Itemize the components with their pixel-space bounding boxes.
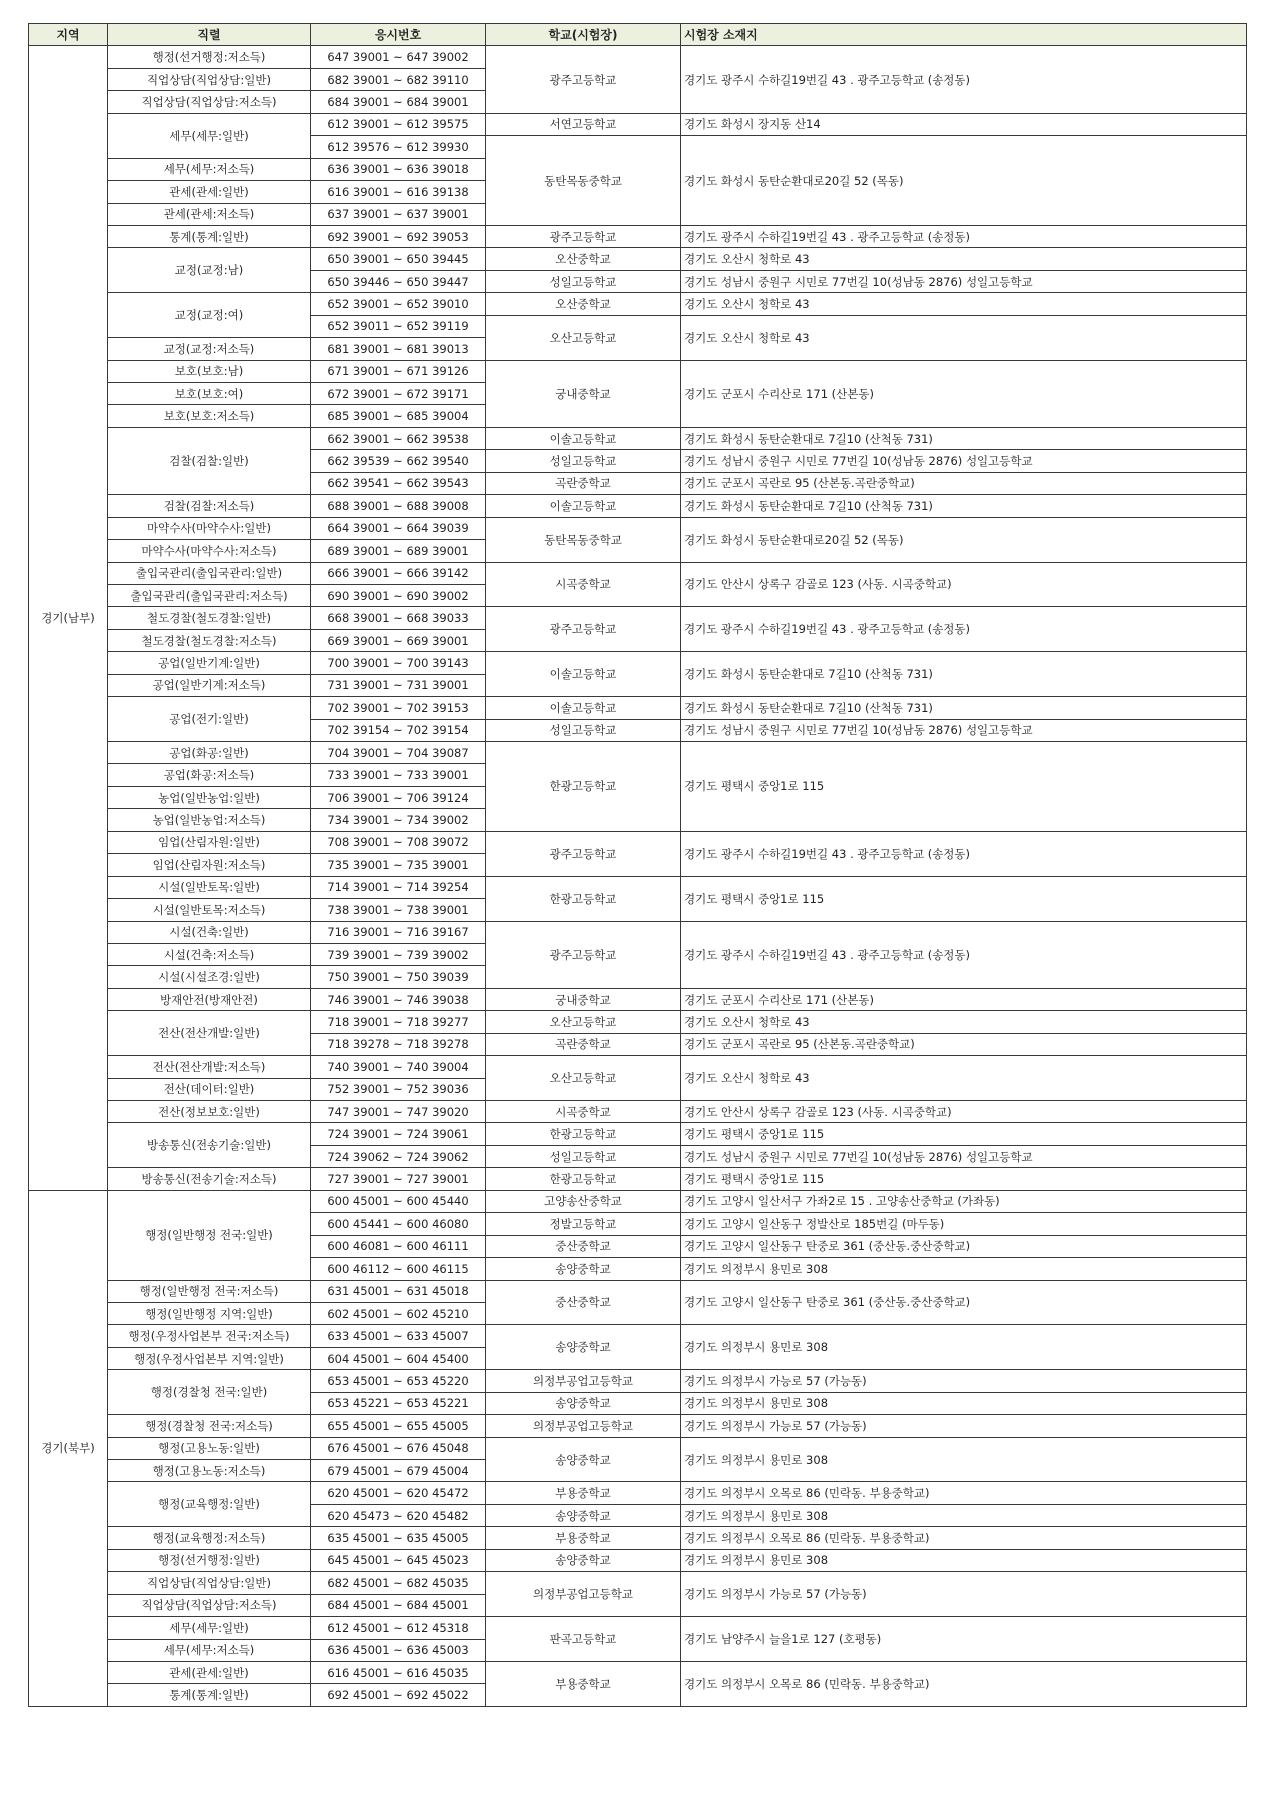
job-series-cell: 행정(일반행정 지역:일반) [108,1302,311,1324]
address-cell: 경기도 화성시 동탄순환대로 7길10 (산척동 731) [681,427,1247,449]
address-cell: 경기도 의정부시 용민로 308 [681,1392,1247,1414]
school-cell: 송양중학교 [486,1258,681,1280]
school-cell: 오산고등학교 [486,315,681,360]
job-series-cell: 행정(고용노동:일반) [108,1437,311,1459]
school-cell: 성일고등학교 [486,1145,681,1167]
job-series-cell: 공업(일반기계:저소득) [108,674,311,696]
table-row [29,1617,1247,1639]
exam-number-cell: 631 45001 ~ 631 45018 [311,1280,486,1302]
school-cell: 판곡고등학교 [486,1617,681,1662]
job-series-cell: 직업상담(직업상담:저소득) [108,1594,311,1616]
job-series-cell: 시설(건축:저소득) [108,943,311,965]
region-cell: 경기(북부) [29,1190,108,1706]
school-cell: 동탄목동중학교 [486,136,681,226]
school-cell: 동탄목동중학교 [486,517,681,562]
address-cell: 경기도 오산시 청학로 43 [681,315,1247,360]
exam-number-cell: 647 39001 ~ 647 39002 [311,46,486,68]
job-series-cell: 임업(산림자원:저소득) [108,854,311,876]
job-series-cell: 전산(정보보호:일반) [108,1101,311,1123]
job-series-cell: 행정(경찰청 전국:일반) [108,1370,311,1415]
school-cell: 중산중학교 [486,1280,681,1325]
exam-number-cell: 735 39001 ~ 735 39001 [311,854,486,876]
exam-number-cell: 604 45001 ~ 604 45400 [311,1347,486,1369]
exam-number-cell: 616 39001 ~ 616 39138 [311,181,486,203]
exam-number-cell: 746 39001 ~ 746 39038 [311,988,486,1010]
school-cell: 의정부공업고등학교 [486,1370,681,1392]
header-school: 학교(시험장) [486,24,681,46]
school-cell: 광주고등학교 [486,46,681,113]
table-row [29,1572,1247,1594]
school-cell: 오산고등학교 [486,1011,681,1033]
school-cell: 한광고등학교 [486,742,681,832]
address-cell: 경기도 평택시 중앙1로 115 [681,742,1247,832]
exam-number-cell: 692 45001 ~ 692 45022 [311,1684,486,1706]
exam-number-cell: 620 45001 ~ 620 45472 [311,1482,486,1504]
exam-number-cell: 689 39001 ~ 689 39001 [311,540,486,562]
job-series-cell: 관세(관세:일반) [108,181,311,203]
job-series-cell: 행정(선거행정:일반) [108,1549,311,1571]
exam-number-cell: 684 39001 ~ 684 39001 [311,91,486,113]
school-cell: 곡란중학교 [486,472,681,494]
school-cell: 광주고등학교 [486,607,681,652]
school-cell: 광주고등학교 [486,921,681,988]
school-cell: 곡란중학교 [486,1033,681,1055]
table-row [29,1370,1247,1392]
job-series-cell: 세무(세무:저소득) [108,1639,311,1661]
table-row [29,1415,1247,1437]
table-row [29,988,1247,1010]
exam-number-cell: 704 39001 ~ 704 39087 [311,742,486,764]
school-cell: 부용중학교 [486,1661,681,1706]
job-series-cell: 행정(일반행정 전국:일반) [108,1190,311,1280]
address-cell: 경기도 고양시 일산동구 탄중로 361 (중산동.중산중학교) [681,1280,1247,1325]
exam-number-cell: 718 39278 ~ 718 39278 [311,1033,486,1055]
exam-number-cell: 752 39001 ~ 752 39036 [311,1078,486,1100]
job-series-cell: 보호(보호:남) [108,360,311,382]
address-cell: 경기도 화성시 장지동 산14 [681,113,1247,135]
address-cell: 경기도 성남시 중원구 시민로 77번길 10(성남동 2876) 성일고등학교 [681,270,1247,292]
table-row [29,517,1247,539]
address-cell: 경기도 안산시 상록구 감골로 123 (사동. 시곡중학교) [681,1101,1247,1123]
table-row [29,1661,1247,1683]
address-cell: 경기도 성남시 중원구 시민로 77번길 10(성남동 2876) 성일고등학교 [681,719,1247,741]
school-cell: 이솔고등학교 [486,652,681,697]
table-row [29,921,1247,943]
address-cell: 경기도 의정부시 가능로 57 (가능동) [681,1415,1247,1437]
address-cell: 경기도 군포시 곡란로 95 (산본동.곡란중학교) [681,1033,1247,1055]
job-series-cell: 행정(일반행정 전국:저소득) [108,1280,311,1302]
exam-number-cell: 682 39001 ~ 682 39110 [311,68,486,90]
exam-number-cell: 645 45001 ~ 645 45023 [311,1549,486,1571]
exam-number-cell: 636 45001 ~ 636 45003 [311,1639,486,1661]
job-series-cell: 공업(일반기계:일반) [108,652,311,674]
exam-number-cell: 727 39001 ~ 727 39001 [311,1168,486,1190]
exam-number-cell: 682 45001 ~ 682 45035 [311,1572,486,1594]
job-series-cell: 직업상담(직업상담:일반) [108,1572,311,1594]
job-series-cell: 철도경찰(철도경찰:저소득) [108,629,311,651]
job-series-cell: 방송통신(전송기술:저소득) [108,1168,311,1190]
job-series-cell: 전산(전산개발:저소득) [108,1056,311,1078]
school-cell: 부용중학교 [486,1527,681,1549]
job-series-cell: 통계(통계:일반) [108,1684,311,1706]
address-cell: 경기도 광주시 수하길19번길 43 . 광주고등학교 (송정동) [681,607,1247,652]
exam-number-cell: 662 39539 ~ 662 39540 [311,450,486,472]
table-row [29,225,1247,247]
school-cell: 송양중학교 [486,1504,681,1526]
school-cell: 송양중학교 [486,1549,681,1571]
table-row [29,1168,1247,1190]
address-cell: 경기도 의정부시 용민로 308 [681,1325,1247,1370]
exam-number-cell: 655 45001 ~ 655 45005 [311,1415,486,1437]
job-series-cell: 행정(선거행정:저소득) [108,46,311,68]
table-row [29,360,1247,382]
table-row [29,831,1247,853]
exam-number-cell: 612 39576 ~ 612 39930 [311,136,486,158]
exam-number-cell: 708 39001 ~ 708 39072 [311,831,486,853]
exam-number-cell: 616 45001 ~ 616 45035 [311,1661,486,1683]
job-series-cell: 보호(보호:여) [108,383,311,405]
address-cell: 경기도 성남시 중원구 시민로 77번길 10(성남동 2876) 성일고등학교 [681,450,1247,472]
school-cell: 광주고등학교 [486,225,681,247]
address-cell: 경기도 의정부시 용민로 308 [681,1504,1247,1526]
job-series-cell: 직업상담(직업상담:일반) [108,68,311,90]
school-cell: 정발고등학교 [486,1213,681,1235]
exam-number-cell: 600 46081 ~ 600 46111 [311,1235,486,1257]
school-cell: 의정부공업고등학교 [486,1572,681,1617]
exam-number-cell: 718 39001 ~ 718 39277 [311,1011,486,1033]
address-cell: 경기도 오산시 청학로 43 [681,248,1247,270]
school-cell: 한광고등학교 [486,1168,681,1190]
exam-number-cell: 685 39001 ~ 685 39004 [311,405,486,427]
table-row [29,607,1247,629]
address-cell: 경기도 의정부시 용민로 308 [681,1437,1247,1482]
exam-number-cell: 600 46112 ~ 600 46115 [311,1258,486,1280]
job-series-cell: 시설(일반토목:일반) [108,876,311,898]
job-series-cell: 전산(전산개발:일반) [108,1011,311,1056]
school-cell: 성일고등학교 [486,719,681,741]
exam-number-cell: 666 39001 ~ 666 39142 [311,562,486,584]
address-cell: 경기도 고양시 일산서구 가좌2로 15 . 고양송산중학교 (가좌동) [681,1190,1247,1212]
exam-number-cell: 669 39001 ~ 669 39001 [311,629,486,651]
school-cell: 고양송산중학교 [486,1190,681,1212]
school-cell: 부용중학교 [486,1482,681,1504]
school-cell: 한광고등학교 [486,876,681,921]
table-body [29,46,1247,1706]
exam-number-cell: 612 45001 ~ 612 45318 [311,1617,486,1639]
address-cell: 경기도 의정부시 용민로 308 [681,1258,1247,1280]
address-cell: 경기도 평택시 중앙1로 115 [681,876,1247,921]
address-cell: 경기도 군포시 수리산로 171 (산본동) [681,988,1247,1010]
job-series-cell: 검찰(검찰:일반) [108,427,311,494]
table-row [29,697,1247,719]
exam-number-cell: 747 39001 ~ 747 39020 [311,1101,486,1123]
table-row [29,652,1247,674]
exam-number-cell: 731 39001 ~ 731 39001 [311,674,486,696]
table-row [29,427,1247,449]
school-cell: 성일고등학교 [486,270,681,292]
address-cell: 경기도 화성시 동탄순환대로 7길10 (산척동 731) [681,495,1247,517]
table-row [29,1123,1247,1145]
exam-number-cell: 620 45473 ~ 620 45482 [311,1504,486,1526]
job-series-cell: 공업(전기:일반) [108,697,311,742]
job-series-cell: 공업(화공:일반) [108,742,311,764]
job-series-cell: 시설(일반토목:저소득) [108,899,311,921]
header-region: 지역 [29,24,108,46]
table-row [29,1549,1247,1571]
table-row [29,1280,1247,1302]
table-row [29,1437,1247,1459]
job-series-cell: 전산(데이터:일반) [108,1078,311,1100]
job-series-cell: 농업(일반농업:저소득) [108,809,311,831]
exam-number-cell: 653 45001 ~ 653 45220 [311,1370,486,1392]
address-cell: 경기도 의정부시 가능로 57 (가능동) [681,1572,1247,1617]
school-cell: 송양중학교 [486,1437,681,1482]
school-cell: 오산중학교 [486,293,681,315]
exam-number-cell: 688 39001 ~ 688 39008 [311,495,486,517]
exam-number-cell: 724 39062 ~ 724 39062 [311,1145,486,1167]
school-cell: 오산중학교 [486,248,681,270]
address-cell: 경기도 광주시 수하길19번길 43 . 광주고등학교 (송정동) [681,225,1247,247]
job-series-cell: 행정(고용노동:저소득) [108,1460,311,1482]
exam-number-cell: 653 45221 ~ 653 45221 [311,1392,486,1414]
exam-number-cell: 716 39001 ~ 716 39167 [311,921,486,943]
school-cell: 광주고등학교 [486,831,681,876]
school-cell: 송양중학교 [486,1392,681,1414]
exam-number-cell: 702 39001 ~ 702 39153 [311,697,486,719]
address-cell: 경기도 광주시 수하길19번길 43 . 광주고등학교 (송정동) [681,46,1247,113]
job-series-cell: 방재안전(방재안전) [108,988,311,1010]
exam-number-cell: 652 39001 ~ 652 39010 [311,293,486,315]
address-cell: 경기도 오산시 청학로 43 [681,1056,1247,1101]
exam-venue-table [28,23,1247,1707]
table-row [29,1190,1247,1212]
region-cell: 경기(남부) [29,46,108,1190]
header-job-series: 직렬 [108,24,311,46]
address-cell: 경기도 고양시 일산동구 정발산로 185번길 (마두동) [681,1213,1247,1235]
job-series-cell: 농업(일반농업:일반) [108,786,311,808]
exam-number-cell: 672 39001 ~ 672 39171 [311,383,486,405]
exam-number-cell: 602 45001 ~ 602 45210 [311,1302,486,1324]
address-cell: 경기도 화성시 동탄순환대로20길 52 (목동) [681,517,1247,562]
header-address: 시험장 소재지 [681,24,1247,46]
job-series-cell: 직업상담(직업상담:저소득) [108,91,311,113]
exam-number-cell: 740 39001 ~ 740 39004 [311,1056,486,1078]
exam-number-cell: 690 39001 ~ 690 39002 [311,584,486,606]
address-cell: 경기도 평택시 중앙1로 115 [681,1123,1247,1145]
exam-number-cell: 739 39001 ~ 739 39002 [311,943,486,965]
school-cell: 이솔고등학교 [486,697,681,719]
address-cell: 경기도 군포시 곡란로 95 (산본동.곡란중학교) [681,472,1247,494]
address-cell: 경기도 오산시 청학로 43 [681,293,1247,315]
exam-number-cell: 612 39001 ~ 612 39575 [311,113,486,135]
job-series-cell: 관세(관세:일반) [108,1661,311,1683]
exam-number-cell: 600 45001 ~ 600 45440 [311,1190,486,1212]
address-cell: 경기도 오산시 청학로 43 [681,1011,1247,1033]
job-series-cell: 행정(경찰청 전국:저소득) [108,1415,311,1437]
job-series-cell: 시설(건축:일반) [108,921,311,943]
job-series-cell: 행정(우정사업본부 전국:저소득) [108,1325,311,1347]
address-cell: 경기도 화성시 동탄순환대로20길 52 (목동) [681,136,1247,226]
school-cell: 송양중학교 [486,1325,681,1370]
exam-number-cell: 650 39446 ~ 650 39447 [311,270,486,292]
job-series-cell: 마약수사(마약수사:저소득) [108,540,311,562]
job-series-cell: 교정(교정:저소득) [108,338,311,360]
exam-number-cell: 733 39001 ~ 733 39001 [311,764,486,786]
table-row [29,562,1247,584]
exam-number-cell: 650 39001 ~ 650 39445 [311,248,486,270]
job-series-cell: 교정(교정:남) [108,248,311,293]
address-cell: 경기도 남양주시 늘을1로 127 (호평동) [681,1617,1247,1662]
exam-number-cell: 684 45001 ~ 684 45001 [311,1594,486,1616]
table-row [29,46,1247,68]
exam-number-cell: 635 45001 ~ 635 45005 [311,1527,486,1549]
table-row [29,1482,1247,1504]
address-cell: 경기도 군포시 수리산로 171 (산본동) [681,360,1247,427]
job-series-cell: 철도경찰(철도경찰:일반) [108,607,311,629]
job-series-cell: 출입국관리(출입국관리:저소득) [108,584,311,606]
address-cell: 경기도 의정부시 오목로 86 (민락동. 부용중학교) [681,1527,1247,1549]
exam-number-cell: 633 45001 ~ 633 45007 [311,1325,486,1347]
school-cell: 의정부공업고등학교 [486,1415,681,1437]
table-row [29,1325,1247,1347]
job-series-cell: 시설(시설조경:일반) [108,966,311,988]
address-cell: 경기도 고양시 일산동구 탄중로 361 (중산동.중산중학교) [681,1235,1247,1257]
address-cell: 경기도 성남시 중원구 시민로 77번길 10(성남동 2876) 성일고등학교 [681,1145,1247,1167]
exam-number-cell: 681 39001 ~ 681 39013 [311,338,486,360]
table-row [29,742,1247,764]
table-row [29,876,1247,898]
table-row [29,1056,1247,1078]
exam-number-cell: 702 39154 ~ 702 39154 [311,719,486,741]
table-row [29,1527,1247,1549]
address-cell: 경기도 의정부시 오목로 86 (민락동. 부용중학교) [681,1482,1247,1504]
school-cell: 궁내중학교 [486,360,681,427]
exam-number-cell: 676 45001 ~ 676 45048 [311,1437,486,1459]
exam-number-cell: 600 45441 ~ 600 46080 [311,1213,486,1235]
school-cell: 시곡중학교 [486,1101,681,1123]
header-row [29,24,1247,46]
exam-number-cell: 637 39001 ~ 637 39001 [311,203,486,225]
school-cell: 한광고등학교 [486,1123,681,1145]
exam-number-cell: 692 39001 ~ 692 39053 [311,225,486,247]
school-cell: 시곡중학교 [486,562,681,607]
job-series-cell: 행정(교육행정:일반) [108,1482,311,1527]
exam-number-cell: 724 39001 ~ 724 39061 [311,1123,486,1145]
exam-number-cell: 671 39001 ~ 671 39126 [311,360,486,382]
school-cell: 이솔고등학교 [486,427,681,449]
job-series-cell: 마약수사(마약수사:일반) [108,517,311,539]
address-cell: 경기도 광주시 수하길19번길 43 . 광주고등학교 (송정동) [681,921,1247,988]
job-series-cell: 세무(세무:일반) [108,113,311,158]
school-cell: 이솔고등학교 [486,495,681,517]
job-series-cell: 행정(교육행정:저소득) [108,1527,311,1549]
exam-number-cell: 738 39001 ~ 738 39001 [311,899,486,921]
job-series-cell: 방송통신(전송기술:일반) [108,1123,311,1168]
table-row [29,1101,1247,1123]
school-cell: 오산고등학교 [486,1056,681,1101]
job-series-cell: 통계(통계:일반) [108,225,311,247]
exam-number-cell: 679 45001 ~ 679 45004 [311,1460,486,1482]
job-series-cell: 관세(관세:저소득) [108,203,311,225]
header-exam-number: 응시번호 [311,24,486,46]
exam-number-cell: 700 39001 ~ 700 39143 [311,652,486,674]
school-cell: 서연고등학교 [486,113,681,135]
address-cell: 경기도 화성시 동탄순환대로 7길10 (산척동 731) [681,652,1247,697]
table-row [29,495,1247,517]
table-row [29,113,1247,135]
table-row [29,1011,1247,1033]
job-series-cell: 임업(산림자원:일반) [108,831,311,853]
job-series-cell: 행정(우정사업본부 지역:일반) [108,1347,311,1369]
exam-number-cell: 662 39541 ~ 662 39543 [311,472,486,494]
exam-number-cell: 750 39001 ~ 750 39039 [311,966,486,988]
table-row [29,293,1247,315]
job-series-cell: 보호(보호:저소득) [108,405,311,427]
exam-number-cell: 636 39001 ~ 636 39018 [311,158,486,180]
job-series-cell: 세무(세무:저소득) [108,158,311,180]
exam-number-cell: 714 39001 ~ 714 39254 [311,876,486,898]
exam-number-cell: 706 39001 ~ 706 39124 [311,786,486,808]
address-cell: 경기도 화성시 동탄순환대로 7길10 (산척동 731) [681,697,1247,719]
address-cell: 경기도 평택시 중앙1로 115 [681,1168,1247,1190]
exam-number-cell: 652 39011 ~ 652 39119 [311,315,486,337]
job-series-cell: 세무(세무:일반) [108,1617,311,1639]
job-series-cell: 공업(화공:저소득) [108,764,311,786]
exam-number-cell: 734 39001 ~ 734 39002 [311,809,486,831]
address-cell: 경기도 광주시 수하길19번길 43 . 광주고등학교 (송정동) [681,831,1247,876]
address-cell: 경기도 의정부시 용민로 308 [681,1549,1247,1571]
exam-number-cell: 662 39001 ~ 662 39538 [311,427,486,449]
job-series-cell: 검찰(검찰:저소득) [108,495,311,517]
school-cell: 성일고등학교 [486,450,681,472]
address-cell: 경기도 안산시 상록구 감골로 123 (사동. 시곡중학교) [681,562,1247,607]
school-cell: 중산중학교 [486,1235,681,1257]
job-series-cell: 교정(교정:여) [108,293,311,338]
exam-number-cell: 664 39001 ~ 664 39039 [311,517,486,539]
job-series-cell: 출입국관리(출입국관리:일반) [108,562,311,584]
address-cell: 경기도 의정부시 오목로 86 (민락동. 부용중학교) [681,1661,1247,1706]
school-cell: 궁내중학교 [486,988,681,1010]
exam-number-cell: 668 39001 ~ 668 39033 [311,607,486,629]
table-row [29,248,1247,270]
address-cell: 경기도 의정부시 가능로 57 (가능동) [681,1370,1247,1392]
